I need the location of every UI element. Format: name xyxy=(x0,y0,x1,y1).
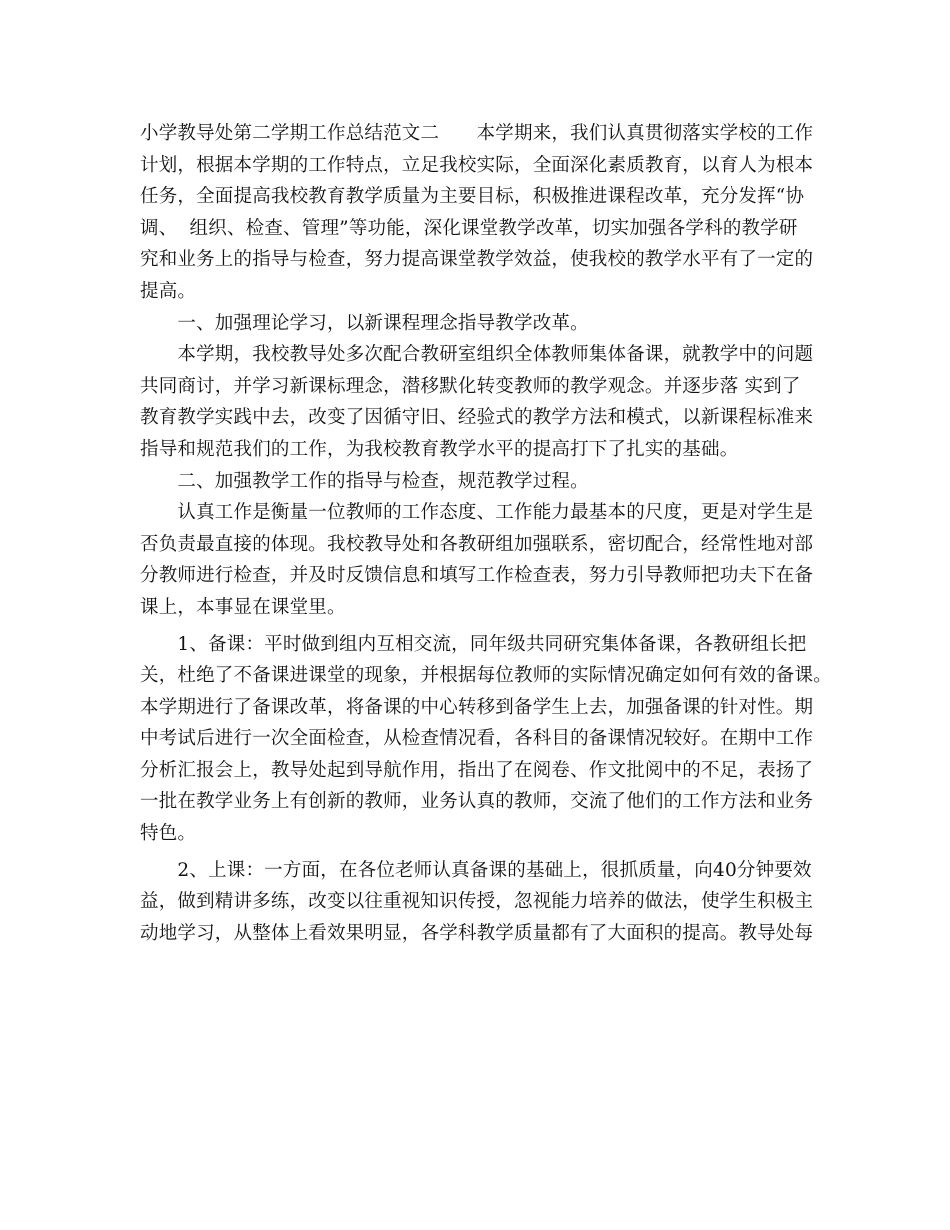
text-line: 动地学习，从整体上看效果明显，各学科教学质量都有了大面积的提高。教导处每 xyxy=(140,922,814,944)
text-line: 提高。 xyxy=(140,280,197,302)
text-line: 计划，根据本学期的工作特点，立足我校实际，全面深化素质教育，以育人为根本 xyxy=(140,154,814,176)
text-line: 益，做到精讲多练，改变以往重视知识传授，忽视能力培养的做法，使学生积极主 xyxy=(140,891,814,913)
text-line: 本学期，我校教导处多次配合教研室组织全体教师集体备课，就教学中的问题 xyxy=(140,344,814,366)
text-line: 认真工作是衡量一位教师的工作态度、工作能力最基本的尺度，更是对学生是 xyxy=(140,502,814,524)
section-heading: 二、加强教学工作的指导与检查，规范教学过程。 xyxy=(140,470,589,492)
text-line: 指导和规范我们的工作，为我校教育教学水平的提高打下了扎实的基础。 xyxy=(140,438,739,460)
text-line: 1、备课：平时做到组内互相交流，同年级共同研究集体备课，各教研组长把 xyxy=(140,633,807,655)
document-body xyxy=(140,118,832,949)
text-line: 分教师进行检查，并及时反馈信息和填写工作检查表，努力引导教师把功夫下在备 xyxy=(140,565,814,587)
text-line: 究和业务上的指导与检查，努力提高课堂教学效益，使我校的教学水平有了一定的 xyxy=(140,249,814,271)
text-line: 2、上课：一方面，在各位老师认真备课的基础上，很抓质量，向40分钟要效 xyxy=(140,859,812,881)
text-line: 本学期进行了备课改革，将备课的中心转移到备学生上去，加强备课的针对性。期 xyxy=(140,696,814,718)
text-line: 课上，本事显在课堂里。 xyxy=(140,596,346,618)
text-line: 关，杜绝了不备课进课堂的现象，并根据每位教师的实际情况确定如何有效的备课。 xyxy=(140,665,832,687)
text-line: 教育教学实践中去，改变了因循守旧、经验式的教学方法和模式，以新课程标准来 xyxy=(140,407,814,429)
text-line: 共同商讨，并学习新课标理念，潜移默化转变教师的教学观念。并逐步落 实到了 xyxy=(140,375,801,397)
section-heading: 一、加强理论学习，以新课程理念指导教学改革。 xyxy=(140,312,589,334)
text-line: 中考试后进行一次全面检查，从检查情况看，各科目的备课情况较好。在期中工作 xyxy=(140,728,814,750)
text-line: 任务，全面提高我校教育教学质量为主要目标，积极推进课程改革，充分发挥“协 xyxy=(140,186,805,208)
text-line: 否负责最直接的体现。我校教导处和各教研组加强联系，密切配合，经常性地对部 xyxy=(140,533,814,555)
text-line: 调、 组织、检查、管理”等功能，深化课堂教学改革，切实加强各学科的教学研 xyxy=(140,217,798,239)
text-line: 分析汇报会上，教导处起到导航作用，指出了在阅卷、作文批阅中的不足，表扬了 xyxy=(140,759,814,781)
text-line: 小学教导处第二学期工作总结范文二 本学期来，我们认真贯彻落实学校的工作 xyxy=(140,123,814,144)
text-line: 一批在教学业务上有创新的教师，业务认真的教师，交流了他们的工作方法和业务 xyxy=(140,791,814,813)
text-line: 特色。 xyxy=(140,823,197,845)
